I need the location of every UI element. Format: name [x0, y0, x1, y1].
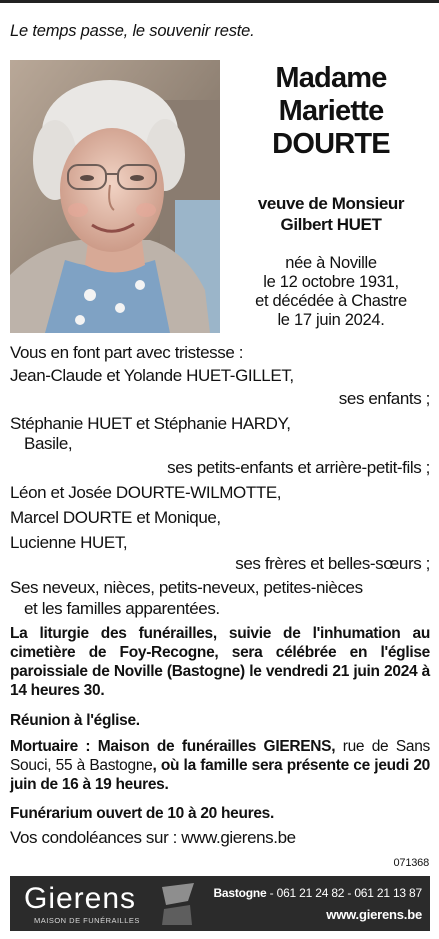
- deceased-last-name: DOURTE: [272, 128, 390, 160]
- meeting-info: Réunion à l'église.: [10, 712, 140, 729]
- portrait-illustration: [10, 60, 220, 333]
- grandchildren-names: Stéphanie HUET et Stéphanie HARDY,: [10, 414, 291, 433]
- extended-family-2: et les familles apparentées.: [24, 599, 220, 618]
- extended-family-1: Ses neveux, nièces, petits-neveux, petites-nièces: [10, 578, 363, 597]
- grandchildren-label: ses petits-enfants et arrière-petit-fils ;: [167, 458, 430, 477]
- children-label: ses enfants ;: [338, 389, 430, 408]
- contact-phones: [213, 886, 422, 900]
- birth-place: née à Noville: [285, 254, 377, 272]
- siblings-names-2: Marcel DOURTE et Monique,: [10, 508, 221, 527]
- birth-date: le 12 octobre 1931,: [263, 273, 399, 291]
- announcement-intro: Vous en font part avec tristesse :: [10, 343, 244, 362]
- widow-line-2: Gilbert HUET: [280, 215, 382, 234]
- widow-of: [226, 193, 436, 235]
- siblings-names-1: Léon et Josée DOURTE-WILMOTTE,: [10, 483, 282, 502]
- top-border: [0, 0, 439, 3]
- siblings-label: ses frères et belles-sœurs ;: [235, 554, 430, 573]
- mortuary-visiting: , où la famille sera présente ce jeudi 20 juin de 16 à 19 heures.: [10, 757, 430, 793]
- mortuary-address: rue de Sans Souci, 55 à Bastogne: [10, 738, 430, 774]
- ceremony-details: La liturgie des funérailles, suivie de l'inhumation au cimetière de Foy-Recogne, sera célébrée en l'église paroissiale de Noville (Bastogne) le vendredi 21 juin 2024 à 14 heures 30.: [10, 625, 430, 699]
- brand-subtitle: MAISON DE FUNÉRAILLES: [34, 916, 140, 925]
- website-link[interactable]: www.gierens.be: [326, 907, 422, 922]
- mortuary-label: Mortuaire : Maison de funérailles GIERENS,: [10, 738, 336, 755]
- phone-numbers: - 061 21 24 82 - 061 21 13 87: [266, 886, 422, 900]
- siblings-names-3: Lucienne HUET,: [10, 533, 128, 552]
- deceased-title: Madame: [275, 62, 387, 94]
- reference-code: 071368: [393, 857, 429, 869]
- condolences-line: Vos condoléances sur : www.gierens.be: [10, 828, 296, 847]
- brand-mark-icon: [158, 881, 198, 927]
- birth-death-info: [236, 254, 426, 330]
- death-place: et décédée à Chastre: [255, 292, 407, 310]
- deceased-name: [226, 62, 436, 161]
- funeral-home-banner: [10, 876, 430, 931]
- motto: Le temps passe, le souvenir reste.: [10, 22, 255, 40]
- funerarium-hours: Funérarium ouvert de 10 à 20 heures.: [10, 805, 274, 822]
- deceased-first-name: Mariette: [278, 95, 384, 127]
- great-grandchild-name: Basile,: [24, 434, 73, 453]
- portrait-photo: [10, 60, 220, 333]
- children-names: Jean-Claude et Yolande HUET-GILLET,: [10, 366, 294, 385]
- mortuary-info: [10, 737, 430, 794]
- death-date: le 17 juin 2024.: [277, 311, 385, 329]
- contact-city: Bastogne: [213, 886, 267, 900]
- brand-logo: Gierens: [24, 882, 137, 915]
- widow-line-1: veuve de Monsieur: [257, 194, 405, 213]
